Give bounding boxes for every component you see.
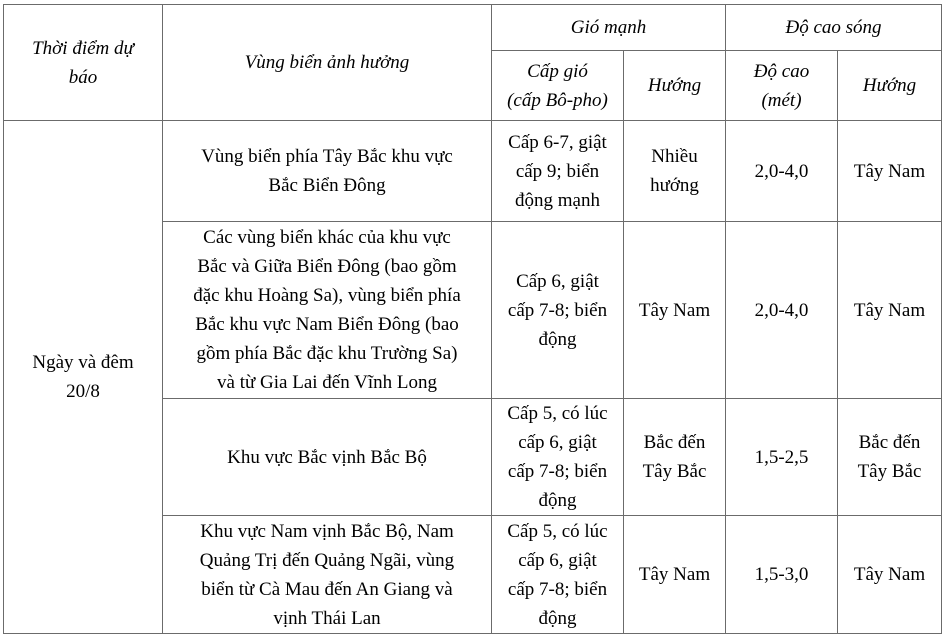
region-cell: Vùng biển phía Tây Bắc khu vực Bắc Biển Đông: [163, 121, 492, 222]
wind-level-cell: Cấp 6-7, giật cấp 9; biển động mạnh: [492, 121, 624, 222]
wave-direction-cell: Tây Nam: [838, 222, 942, 399]
wave-direction-cell: Tây Nam: [838, 516, 942, 634]
wind-direction-cell: Bắc đến Tây Bắc: [624, 399, 726, 516]
header-wave-direction: Hướng: [838, 51, 942, 121]
region-cell: Khu vực Bắc vịnh Bắc Bộ: [163, 399, 492, 516]
region-cell: Khu vực Nam vịnh Bắc Bộ, Nam Quảng Trị đến Quảng Ngãi, vùng biển từ Cà Mau đến An Giang và vịnh Thái Lan: [163, 516, 492, 634]
wave-height-cell: 2,0-4,0: [726, 222, 838, 399]
wind-level-cell: Cấp 6, giật cấp 7-8; biển động: [492, 222, 624, 399]
wind-direction-cell: Nhiều hướng: [624, 121, 726, 222]
wave-height-cell: 1,5-3,0: [726, 516, 838, 634]
wind-direction-cell: Tây Nam: [624, 516, 726, 634]
forecast-time-cell: Ngày và đêm 20/8: [4, 121, 163, 634]
header-wind-group: Gió mạnh: [492, 5, 726, 51]
header-wave-group: Độ cao sóng: [726, 5, 942, 51]
header-wind-level: Cấp gió (cấp Bô-pho): [492, 51, 624, 121]
table-row: [4, 121, 942, 222]
wave-height-cell: 1,5-2,5: [726, 399, 838, 516]
wind-level-cell: Cấp 5, có lúc cấp 6, giật cấp 7-8; biển động: [492, 399, 624, 516]
wave-direction-cell: Bắc đến Tây Bắc: [838, 399, 942, 516]
wave-height-cell: 2,0-4,0: [726, 121, 838, 222]
header-wind-direction: Hướng: [624, 51, 726, 121]
wind-level-cell: Cấp 5, có lúc cấp 6, giật cấp 7-8; biển động: [492, 516, 624, 634]
marine-forecast-table: [3, 4, 942, 634]
header-region: Vùng biển ảnh hưởng: [163, 5, 492, 121]
wind-direction-cell: Tây Nam: [624, 222, 726, 399]
wave-direction-cell: Tây Nam: [838, 121, 942, 222]
header-time: Thời điểm dự báo: [4, 5, 163, 121]
region-cell: Các vùng biển khác của khu vực Bắc và Giữa Biển Đông (bao gồm đặc khu Hoàng Sa), vùng biển phía Bắc khu vực Nam Biển Đông (bao gồm phía Bắc đặc khu Trường Sa) và từ Gia Lai đến Vĩnh Long: [163, 222, 492, 399]
header-row-top: [4, 5, 942, 51]
header-wave-height: Độ cao (mét): [726, 51, 838, 121]
forecast-table-wrapper: [3, 4, 942, 634]
